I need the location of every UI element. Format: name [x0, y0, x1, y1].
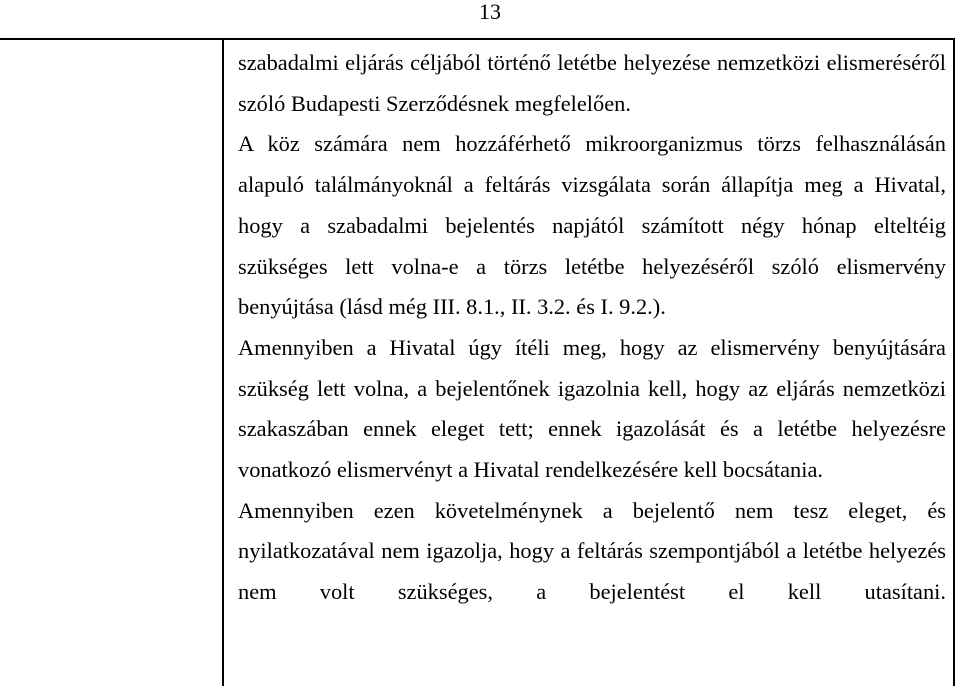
paragraph-microorganism-deposit: A köz számára nem hozzáférhető mikroorganizmus törzs felhasználásán alapuló találmányoknál a feltárás vizsgálata során állapítja meg a Hivatal, hogy a szabadalmi bejelentés napjától számított négy hónap elteltéig szükséges lett volna-e a törzs letétbe helyezéséről szóló elismervény benyújtása (lásd még III. 8.1., II. 3.2. és I. 9.2.). — [238, 131, 946, 320]
page-number: 13 — [479, 0, 501, 24]
paragraph-budapest-treaty: szabadalmi eljárás céljából történő letétbe helyezése nemzetközi elismeréséről szóló Budapesti Szerződésnek megfelelően. — [238, 50, 946, 116]
paragraph-rejection: Amennyiben ezen követelménynek a bejelentő nem tesz eleget, és nyilatkozatával nem igazolja, hogy a feltárás szempontjából a letétbe helyezés nem volt szükséges, a bejelentést el kell utasítani. — [238, 497, 946, 605]
paragraph-receipt-requirement: Amennyiben a Hivatal úgy ítéli meg, hogy az elismervény benyújtására szükség lett volna, a bejelentőnek igazolnia kell, hogy az eljárás nemzetközi szakaszában ennek eleget tett; ennek igazolását és a letétbe helyezésre vonatkozó elismervényt a Hivatal rendelkezésére kell bocsátania. — [238, 334, 946, 483]
table-left-cell — [0, 38, 224, 686]
table-text-cell — [238, 43, 946, 613]
